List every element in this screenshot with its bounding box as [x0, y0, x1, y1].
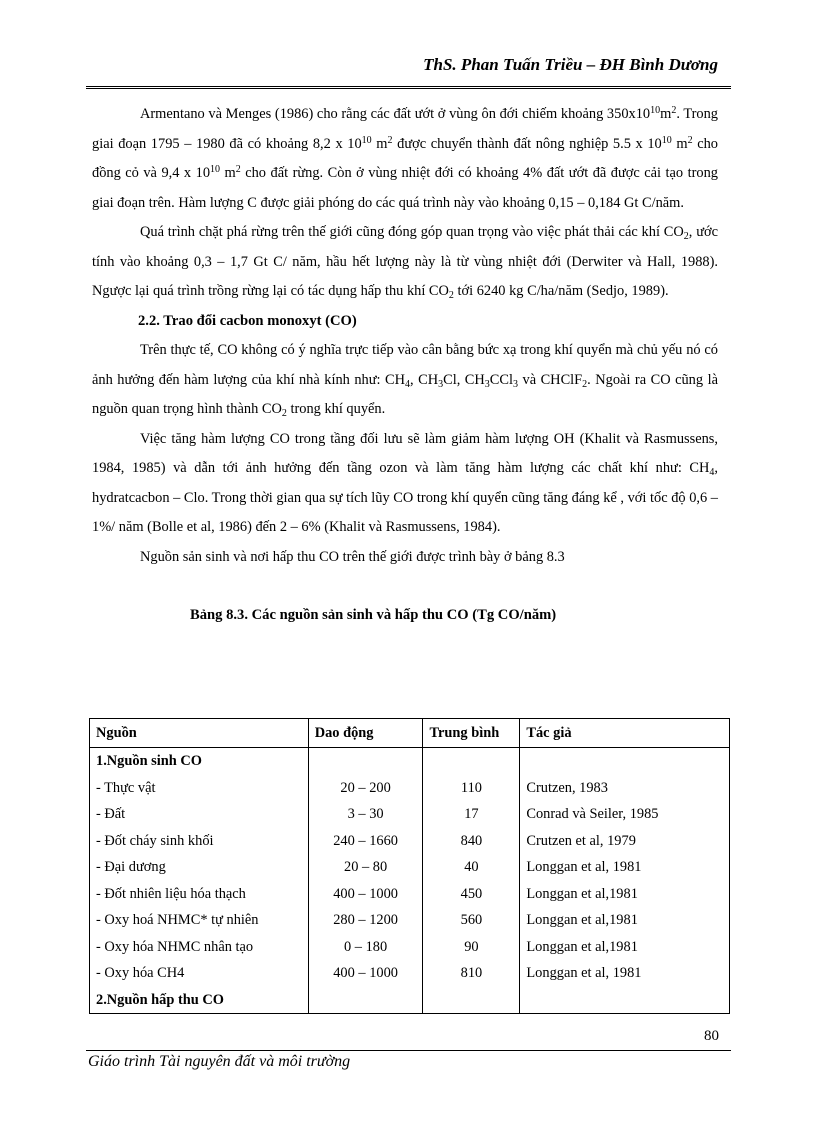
table-header-row — [90, 719, 730, 748]
cell-range: 400 – 1000 — [308, 960, 423, 987]
cell-mean: 90 — [423, 934, 520, 961]
table-section-row — [90, 987, 730, 1014]
section-label: 1.Nguồn sinh CO — [90, 748, 309, 775]
paragraph-deforestation: Quá trình chặt phá rừng trên thế giới cũng đóng góp quan trọng vào việc phát thải các khí $CO_2$, ước tính vào khoảng 0,3 – 1,7 Gt C/ năm, hầu hết lượng này là từ vùng nhiệt đới (Derwiter và Hall, 1988). Ngược lại quá trình trồng rừng lại có tác dụng hấp thu khí $CO_2$ tới 6240 kg C/ha/năm (Sedjo, 1989). — [92, 224, 718, 301]
table-row — [90, 775, 730, 802]
cell-mean: 560 — [423, 907, 520, 934]
table-row — [90, 881, 730, 908]
section-heading: 2.2. Trao đổi cacbon monoxyt (CO) — [138, 312, 357, 329]
table-row — [90, 801, 730, 828]
cell-range: 240 – 1660 — [308, 828, 423, 855]
paragraph-co-increase: Việc tăng hàm lượng CO trong tầng đối lưu sẽ làm giảm hàm lượng OH (Khalit và Rasmussens, 1984, 1985) và dẫn tới ảnh hưởng đến tầng ozon và làm tăng hàm lượng các chất khí như: $CH_4$, hydratcacbon – Clo. Trong thời gian qua sự tích lũy CO trong khí quyển cũng tăng đáng kể , với tốc độ 0,6 – 1%/ năm (Bolle et al, 1986) đến 2 – 6% (Khalit và Rasmussens, 1984). — [92, 430, 718, 535]
cell-range: 20 – 80 — [308, 854, 423, 881]
cell-author: Longgan et al, 1981 — [520, 960, 730, 987]
page-number: 80 — [704, 1028, 719, 1044]
table-row — [90, 907, 730, 934]
table-row — [90, 960, 730, 987]
cell-range: 400 – 1000 — [308, 881, 423, 908]
paragraph-co-role: Trên thực tế, CO không có ý nghĩa trực tiếp vào cân bằng bức xạ trong khí quyển mà chủ yếu nó có ảnh hưởng đến hàm lượng của khí nhà kính như: $CH_4$, $CH_3Cl$, $CH_3CCl_3$ và CHClF$_2$. Ngoài ra CO cũng là nguồn quan trọng hình thành $CO_2$ trong khí quyển. — [92, 342, 718, 419]
cell-source: - Đốt cháy sinh khối — [90, 828, 309, 855]
cell-author: Conrad và Seiler, 1985 — [520, 801, 730, 828]
paragraph-table-intro: Nguồn sản sinh và nơi hấp thu CO trên thế giới được trình bày ở bảng 8.3 — [140, 548, 565, 565]
table-row — [90, 854, 730, 881]
column-header: Tác giả — [520, 719, 730, 748]
cell-source: - Oxy hóa NHMC nhân tạo — [90, 934, 309, 961]
running-footer: Giáo trình Tài nguyên đất và môi trường — [88, 1053, 351, 1070]
cell-author: Longgan et al,1981 — [520, 934, 730, 961]
table-section-row — [90, 748, 730, 775]
cell-source: - Oxy hoá NHMC* tự nhiên — [90, 907, 309, 934]
header-divider — [86, 86, 731, 89]
spacer — [92, 572, 718, 601]
section-label: 2.Nguồn hấp thu CO — [90, 987, 309, 1014]
co-sources-table — [89, 718, 730, 1014]
cell-source: - Thực vật — [90, 775, 309, 802]
cell-author: Crutzen et al, 1979 — [520, 828, 730, 855]
cell-mean: 810 — [423, 960, 520, 987]
cell-source: - Đốt nhiên liệu hóa thạch — [90, 881, 309, 908]
column-header: Dao động — [308, 719, 423, 748]
cell-mean: 110 — [423, 775, 520, 802]
cell-source: - Đại dương — [90, 854, 309, 881]
cell-range: 20 – 200 — [308, 775, 423, 802]
body-text — [92, 100, 718, 631]
cell-author: Crutzen, 1983 — [520, 775, 730, 802]
cell-range: 0 – 180 — [308, 934, 423, 961]
cell-range: 3 – 30 — [308, 801, 423, 828]
cell-author: Longgan et al,1981 — [520, 907, 730, 934]
column-header: Trung bình — [423, 719, 520, 748]
cell-mean: 450 — [423, 881, 520, 908]
cell-author: Longgan et al,1981 — [520, 881, 730, 908]
table-row — [90, 828, 730, 855]
footer-divider — [86, 1050, 731, 1051]
cell-mean: 17 — [423, 801, 520, 828]
cell-mean: 40 — [423, 854, 520, 881]
column-header: Nguồn — [90, 719, 309, 748]
table-caption: Bảng 8.3. Các nguồn sản sinh và hấp thu CO (Tg CO/năm) — [190, 607, 557, 623]
paragraph-wetlands: Armentano và Menges (1986) cho rằng các đất ướt ở vùng ôn đới chiếm khoảng $350x10^{10}m^2$. Trong giai đoạn 1795 – 1980 đã có khoảng 8,2 x $10^{10}$ $m^2$ được chuyển thành đất nông nghiệp 5.5 x $10^{10}$ $m^2$ cho đồng cỏ và 9,4 x $10^{10}$ $m^2$ cho đất rừng. Còn ở vùng nhiệt đới có khoảng 4% đất ướt đã được cải tạo trong giai đoạn trên. Hàm lượng C được giải phóng do các quá trình này vào khoảng 0,15 – 0,184 Gt C/năm. — [92, 105, 719, 211]
cell-range: 280 – 1200 — [308, 907, 423, 934]
cell-mean: 840 — [423, 828, 520, 855]
cell-source: - Oxy hóa CH4 — [90, 960, 309, 987]
table-row — [90, 934, 730, 961]
cell-source: - Đất — [90, 801, 309, 828]
cell-author: Longgan et al, 1981 — [520, 854, 730, 881]
running-header: ThS. Phan Tuấn Triều – ĐH Bình Dương — [423, 55, 718, 74]
